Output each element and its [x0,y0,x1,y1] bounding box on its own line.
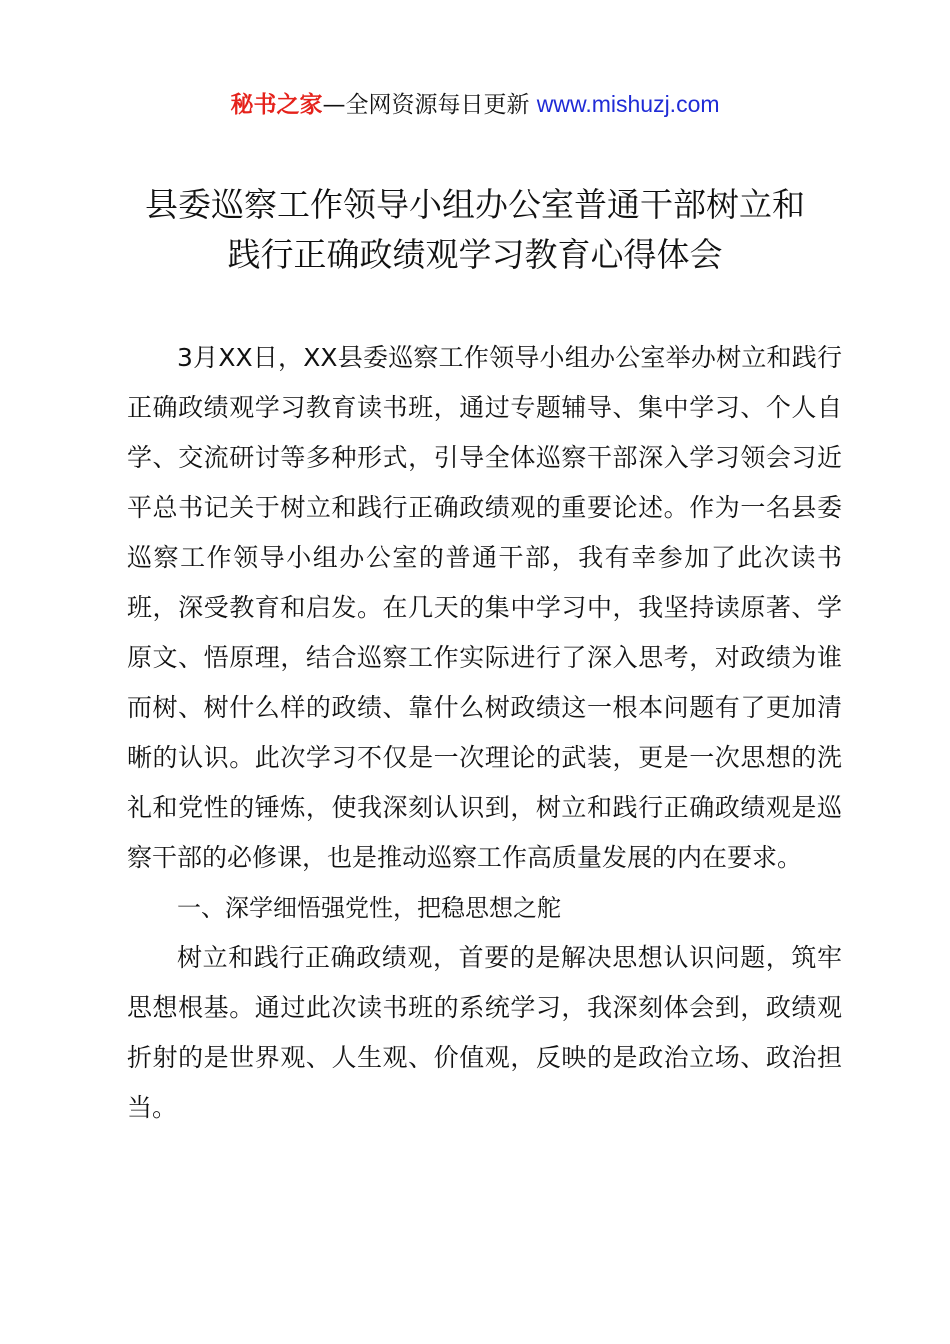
section-heading-1: 一、深学细悟强党性，把稳思想之舵 [177,894,561,922]
brand-name: 秘书之家 [230,92,323,118]
title-line-2: 践行正确政绩观学习教育心得体会 [227,235,723,274]
site-header [0,88,950,121]
document-title [60,180,890,280]
title-line-1: 县委巡察工作领导小组办公室普通干部树立和 [145,185,805,224]
document-body [127,333,842,1133]
paragraph-intro: 3月XX日，XX县委巡察工作领导小组办公室举办树立和践行正确政绩观学习教育读书班，通过专题辅导、集中学习、个人自学、交流研讨等多种形式，引导全体巡察干部深入学习领会习近平总书记关于树立和践行正确政绩观的重要论述。作为一名县委巡察工作领导小组办公室的普通干部，我有幸参加了此次读书班，深受教育和启发。在几天的集中学习中，我坚持读原著、学原文、悟原理，结合巡察工作实际进行了深入思考，对政绩为谁而树、树什么样的政绩、靠什么树政绩这一根本问题有了更加清晰的认识。此次学习不仅是一次理论的武装，更是一次思想的洗礼和党性的锤炼，使我深刻认识到，树立和践行正确政绩观是巡察干部的必修课，也是推动巡察工作高质量发展的内在要求。 [127,343,842,872]
paragraph-section-1: 树立和践行正确政绩观，首要的是解决思想认识问题，筑牢思想根基。通过此次读书班的系统学习，我深刻体会到，政绩观折射的是世界观、人生观、价值观，反映的是政治立场、政治担当。 [127,943,842,1122]
site-url-link[interactable]: www.mishuzj.com [536,91,720,117]
header-tagline: —全网资源每日更新 [322,92,537,118]
